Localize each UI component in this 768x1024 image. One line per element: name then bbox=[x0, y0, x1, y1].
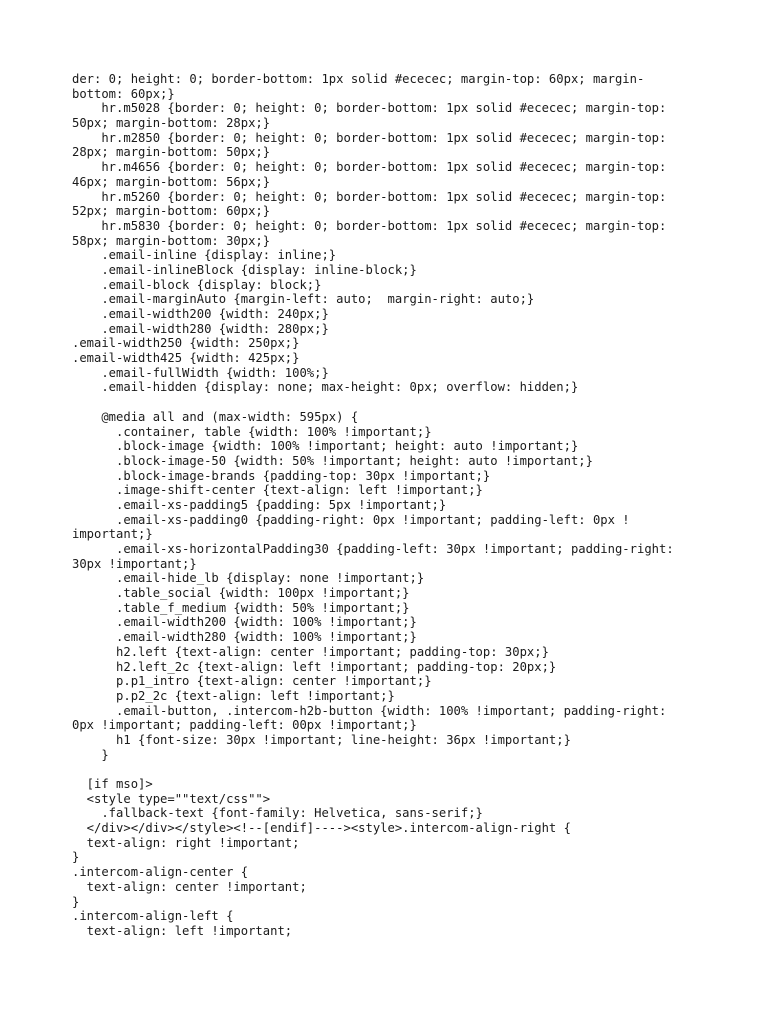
code-line: .email-hide_lb {display: none !important;} bbox=[72, 571, 425, 586]
code-line: @media all and (max-width: 595px) { bbox=[72, 409, 359, 424]
code-line: .email-marginAuto {margin-left: auto; margin-right: auto;} bbox=[72, 292, 535, 307]
code-line: .email-xs-horizontalPadding30 {padding-left: 30px !important; padding-right: bbox=[72, 542, 674, 556]
code-line: 52px; margin-bottom: 60px;} bbox=[72, 204, 271, 219]
code-line: h2.left {text-align: center !important; padding-top: 30px;} bbox=[72, 644, 549, 659]
code-line: text-align: right !important; bbox=[72, 835, 300, 850]
code-line: [if mso]> bbox=[72, 777, 153, 791]
code-line: .intercom-align-center { bbox=[72, 865, 249, 880]
code-line: bottom: 60px;} bbox=[72, 86, 175, 101]
code-line: .email-inline {display: inline;} bbox=[72, 248, 337, 263]
code-line: .email-xs-padding5 {padding: 5px !important;} bbox=[72, 497, 447, 512]
code-line: hr.m2850 {border: 0; height: 0; border-bottom: 1px solid #ececec; margin-top: bbox=[72, 130, 667, 145]
code-line: der: 0; height: 0; border-bottom: 1px solid #ececec; margin-top: 60px; margin- bbox=[72, 72, 645, 86]
code-line: text-align: center !important; bbox=[72, 879, 307, 894]
code-line: .email-button, .intercom-h2b-button {width: 100% !important; padding-right: bbox=[72, 703, 667, 718]
code-line: text-align: left !important; bbox=[72, 923, 293, 938]
code-line bbox=[72, 762, 706, 777]
code-line: .fallback-text {font-family: Helvetica, sans-serif;} bbox=[72, 806, 483, 821]
code-line: .email-xs-padding0 {padding-right: 0px !important; padding-left: 0px ! bbox=[72, 512, 630, 527]
code-line: h1 {font-size: 30px !important; line-height: 36px !important;} bbox=[72, 732, 571, 747]
code-line: .email-width425 {width: 425px;} bbox=[72, 351, 300, 366]
code-line: .block-image-brands {padding-top: 30px !important;} bbox=[72, 468, 491, 483]
code-line: 58px; margin-bottom: 30px;} bbox=[72, 233, 271, 248]
code-text-block bbox=[72, 72, 706, 939]
code-line: important;} bbox=[72, 527, 153, 542]
code-line: hr.m5830 {border: 0; height: 0; border-bottom: 1px solid #ececec; margin-top: bbox=[72, 218, 667, 233]
code-line: } bbox=[72, 747, 109, 762]
code-line: 46px; margin-bottom: 56px;} bbox=[72, 174, 271, 189]
code-line: <style type=""text/css""> bbox=[72, 791, 271, 806]
code-line: .container, table {width: 100% !important;} bbox=[72, 424, 432, 439]
code-line: } bbox=[72, 894, 80, 909]
code-line: .email-inlineBlock {display: inline-block;} bbox=[72, 262, 417, 277]
code-line: 28px; margin-bottom: 50px;} bbox=[72, 145, 271, 160]
code-line: .block-image-50 {width: 50% !important; height: auto !important;} bbox=[72, 453, 593, 468]
code-line: 0px !important; padding-left: 00px !important;} bbox=[72, 718, 417, 733]
code-line: .email-width280 {width: 100% !important;} bbox=[72, 630, 417, 645]
code-line: .table_f_medium {width: 50% !important;} bbox=[72, 600, 410, 615]
code-line: h2.left_2c {text-align: left !important; padding-top: 20px;} bbox=[72, 659, 557, 674]
code-line: } bbox=[72, 850, 80, 865]
code-line: .email-hidden {display: none; max-height: 0px; overflow: hidden;} bbox=[72, 380, 579, 395]
code-line: 30px !important;} bbox=[72, 556, 197, 571]
code-line: .block-image {width: 100% !important; height: auto !important;} bbox=[72, 439, 579, 454]
code-line: hr.m5028 {border: 0; height: 0; border-bottom: 1px solid #ececec; margin-top: bbox=[72, 101, 667, 116]
code-line: p.p2_2c {text-align: left !important;} bbox=[72, 688, 395, 703]
code-line: </div></div></style><!--[endif]----><style>.intercom-align-right { bbox=[72, 821, 571, 836]
code-line: 50px; margin-bottom: 28px;} bbox=[72, 116, 271, 131]
code-line: .email-block {display: block;} bbox=[72, 277, 322, 292]
code-line: p.p1_intro {text-align: center !important;} bbox=[72, 674, 432, 689]
code-line: hr.m4656 {border: 0; height: 0; border-bottom: 1px solid #ececec; margin-top: bbox=[72, 160, 667, 175]
code-line: .email-width200 {width: 240px;} bbox=[72, 307, 329, 321]
code-line: .intercom-align-left { bbox=[72, 909, 234, 924]
code-line: .email-width280 {width: 280px;} bbox=[72, 321, 329, 336]
code-line: .table_social {width: 100px !important;} bbox=[72, 586, 410, 601]
code-line bbox=[72, 395, 706, 410]
code-line: .email-width250 {width: 250px;} bbox=[72, 336, 300, 351]
code-line: .image-shift-center {text-align: left !important;} bbox=[72, 483, 483, 498]
code-line: .email-fullWidth {width: 100%;} bbox=[72, 365, 329, 380]
code-line: .email-width200 {width: 100% !important;} bbox=[72, 615, 417, 630]
code-line: hr.m5260 {border: 0; height: 0; border-bottom: 1px solid #ececec; margin-top: bbox=[72, 189, 667, 204]
